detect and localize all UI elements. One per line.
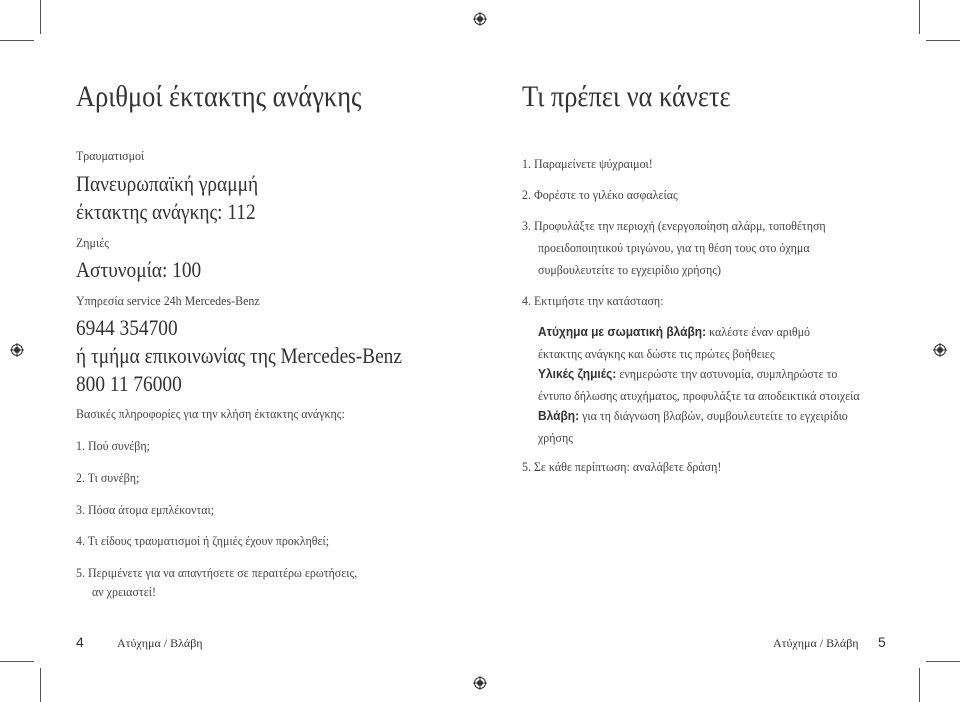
breakdown-line [538,408,848,424]
question-item: 4. Τι είδους τραυματισμοί ή ζημιές έχουν προκληθεί; [76,533,330,548]
damage-label: Ζημιές [76,235,109,250]
service-phone: 6944 354700 [76,315,178,340]
basic-info-heading: Βασικές πληροφορίες για την κλήση έκτακτης ανάγκης: [76,406,345,421]
emergency-number-112: έκτακτης ανάγκης: 112 [76,199,256,224]
step-3-line-2: προειδοποιητικού τριγώνου, για τη θέση τους στο όχημα [538,240,810,255]
left-section-label: Ατύχημα / Βλάβη [117,636,203,650]
service-label: Υπηρεσία service 24h Mercedes-Benz [76,293,260,308]
injuries-label: Τραυματισμοί [76,148,145,163]
what-to-do-title: Τι πρέπει να κάνετε [522,80,731,113]
material-damage-label: Υλικές ζημιές: [538,366,617,381]
crop-mark [919,0,920,34]
police-number: Αστυνομία: 100 [76,257,202,282]
registration-mark-icon [473,12,487,26]
question-item: 2. Τι συνέβη; [76,470,140,485]
registration-mark-icon [473,676,487,690]
step-4: 4. Εκτιμήστε την κατάσταση: [522,293,664,308]
breakdown-label: Βλάβη: [538,408,580,423]
crop-mark [0,661,34,662]
question-item-continuation: αν χρειαστεί! [92,584,156,599]
step-2: 2. Φορέστε το γιλέκο ασφαλείας [522,187,678,202]
crop-mark [926,40,960,41]
accident-injury-line-2: έκτακτης ανάγκης και δώστε τις πρώτες βοήθειες [538,346,775,361]
accident-injury-text: καλέστε έναν αριθμό [706,324,811,339]
emergency-numbers-title: Αριθμοί έκτακτης ανάγκης [76,80,362,113]
breakdown-text: για τη διάγνωση βλαβών, συμβουλευτείτε το εγχειρίδιο [579,408,848,423]
question-item: 1. Πού συνέβη; [76,438,150,453]
accident-injury-label: Ατύχημα με σωματική βλάβη: [538,324,707,339]
contact-phone: 800 11 76000 [76,371,182,396]
step-1: 1. Παραμείνετε ψύχραιμοι! [522,156,653,171]
registration-mark-icon [933,343,947,357]
step-5: 5. Σε κάθε περίπτωση: αναλάβετε δράση! [522,459,722,474]
material-damage-line [538,366,837,382]
contact-department: ή τμήμα επικοινωνίας της Mercedes-Benz [76,343,402,368]
question-item: 5. Περιμένετε για να απαντήσετε σε περαιτέρω ερωτήσεις, [76,565,358,580]
registration-mark-icon [10,343,24,357]
material-damage-text: ενημερώστε την αστυνομία, συμπληρώστε το [616,366,838,381]
material-damage-line-2: έντυπο δήλωσης ατυχήματος, προφυλάξτε τα αποδεικτικά στοιχεία [538,388,860,403]
left-page-number: 4 [76,634,84,650]
crop-mark [926,661,960,662]
right-page-number: 5 [878,634,886,650]
step-3-line-3: συμβουλευτείτε το εγχειρίδιο χρήσης) [538,262,721,277]
crop-mark [40,0,41,34]
step-3-line-1: 3. Προφυλάξτε την περιοχή (ενεργοποίηση αλάρμ, τοποθέτηση [522,218,826,233]
crop-mark [40,668,41,702]
accident-injury-line [538,324,810,340]
crop-mark [0,40,34,41]
breakdown-line-2: χρήσης [538,430,573,445]
pan-european-line: Πανευρωπαϊκή γραμμή [76,171,259,196]
right-section-label: Ατύχημα / Βλάβη [773,636,859,650]
question-item: 3. Πόσα άτομα εμπλέκονται; [76,502,215,517]
crop-mark [919,668,920,702]
